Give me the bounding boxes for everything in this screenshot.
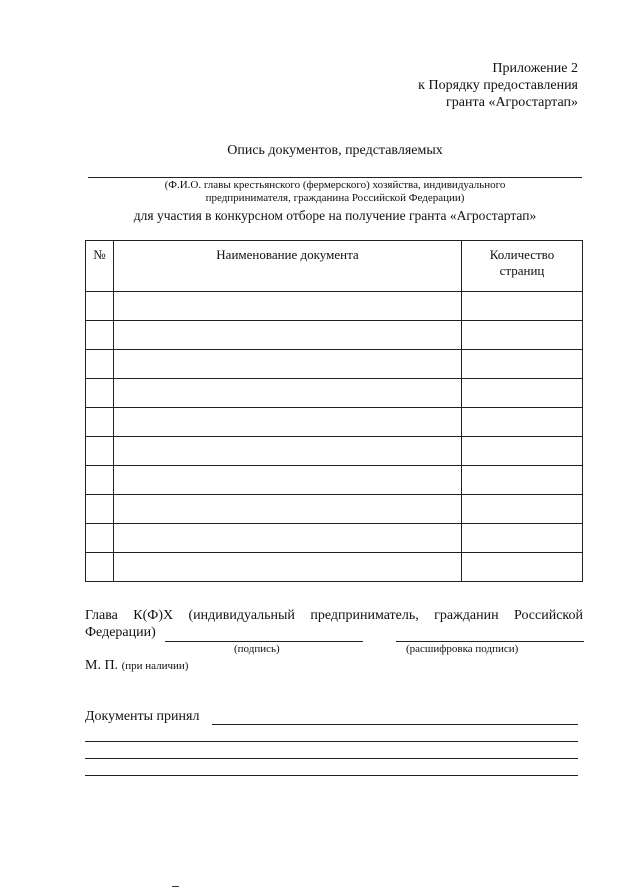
caption-line-1: (Ф.И.О. главы крестьянского (фермерского) хозяйства, индивидуального [164, 179, 506, 191]
table-row [86, 379, 583, 408]
signature-federation: Федерации) [85, 625, 156, 640]
table-row [86, 553, 583, 582]
cell-page-count[interactable] [462, 437, 583, 466]
document-title: Опись документов, представляемых [227, 143, 443, 158]
table-row [86, 408, 583, 437]
cell-number[interactable] [86, 292, 114, 321]
stamp-place [85, 658, 188, 674]
cell-number[interactable] [86, 524, 114, 553]
cell-page-count[interactable] [462, 553, 583, 582]
cell-number[interactable] [86, 379, 114, 408]
signature-decoding-field-line[interactable] [396, 641, 584, 642]
documents-accepted-label: Документы принял [85, 709, 200, 724]
accepted-by-extra-line[interactable] [85, 775, 578, 776]
header-page-count-line1: Количество [489, 247, 555, 262]
table-row [86, 292, 583, 321]
cell-number[interactable] [86, 408, 114, 437]
stamp-note: (при наличии) [121, 660, 189, 672]
cell-document-name[interactable] [114, 437, 462, 466]
documents-table [85, 240, 583, 582]
cell-document-name[interactable] [114, 553, 462, 582]
cell-page-count[interactable] [462, 350, 583, 379]
page-mark [172, 886, 179, 887]
table-row [86, 321, 583, 350]
cell-page-count[interactable] [462, 292, 583, 321]
appendix-grant-ref: гранта «Агростартап» [446, 95, 578, 110]
table-row [86, 350, 583, 379]
header-page-count [462, 241, 583, 292]
cell-number[interactable] [86, 321, 114, 350]
cell-document-name[interactable] [114, 321, 462, 350]
cell-number[interactable] [86, 437, 114, 466]
caption-line-2: предпринимателя, гражданина Российской Федерации) [205, 192, 465, 204]
header-page-count-line2: страниц [499, 263, 545, 278]
cell-number[interactable] [86, 466, 114, 495]
cell-page-count[interactable] [462, 379, 583, 408]
header-document-name: Наименование документа [114, 241, 462, 292]
table-row [86, 437, 583, 466]
stamp-label: М. П. [85, 658, 119, 673]
signature-decoding-caption: (расшифровка подписи) [406, 643, 519, 655]
table-row [86, 495, 583, 524]
applicant-name-caption [100, 179, 570, 205]
cell-document-name[interactable] [114, 379, 462, 408]
appendix-number: Приложение 2 [492, 61, 578, 76]
signature-field-line[interactable] [165, 641, 363, 642]
cell-document-name[interactable] [114, 466, 462, 495]
cell-number[interactable] [86, 495, 114, 524]
cell-number[interactable] [86, 350, 114, 379]
table-row [86, 466, 583, 495]
cell-page-count[interactable] [462, 524, 583, 553]
cell-page-count[interactable] [462, 408, 583, 437]
appendix-procedure-ref: к Порядку предоставления [418, 78, 578, 93]
signature-caption: (подпись) [234, 643, 280, 655]
signature-head-line: Глава К(Ф)Х (индивидуальный предприниматель, гражданин Российской [85, 608, 583, 623]
cell-page-count[interactable] [462, 466, 583, 495]
cell-number[interactable] [86, 553, 114, 582]
cell-document-name[interactable] [114, 408, 462, 437]
table-header-row [86, 241, 583, 292]
cell-document-name[interactable] [114, 350, 462, 379]
cell-document-name[interactable] [114, 524, 462, 553]
appendix-header [358, 60, 578, 111]
table-row [86, 524, 583, 553]
cell-page-count[interactable] [462, 495, 583, 524]
cell-document-name[interactable] [114, 292, 462, 321]
accepted-by-extra-line[interactable] [85, 758, 578, 759]
accepted-by-extra-line[interactable] [85, 741, 578, 742]
header-number: № [86, 241, 114, 292]
cell-document-name[interactable] [114, 495, 462, 524]
purpose-text: для участия в конкурсном отборе на получение гранта «Агростартап» [133, 208, 537, 223]
cell-page-count[interactable] [462, 321, 583, 350]
accepted-by-field-line[interactable] [212, 724, 578, 725]
applicant-name-field-line[interactable] [88, 177, 582, 178]
